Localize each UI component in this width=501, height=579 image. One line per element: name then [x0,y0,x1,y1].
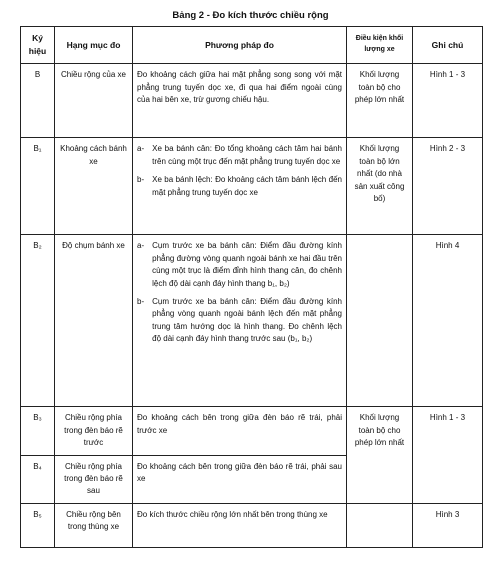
row-item: Chiều rộng của xe [55,64,133,138]
row-code: B₅ [21,503,55,547]
header-row [21,27,483,64]
method-item [137,296,342,346]
row-method: Đo khoảng cách bên trong giữa đèn báo rẽ trái, phải trước xe [133,407,347,455]
table-row [21,138,483,235]
row-code: B [21,64,55,138]
header-ghi-chu: Ghi chú [413,27,483,64]
row-condition-empty [347,503,413,547]
header-phuong-phap: Phương pháp đo [133,27,347,64]
table-row [21,503,483,547]
method-text: Cụm trước xe ba bánh cân: Điểm đầu đường kính phẳng đường vòng quanh ngoài bánh xe hai đầu trên cùng một trục là điểm đỉnh hình thang cân, đo chênh lệch độ dài cạnh đáy hình thang b₁, b₂) [152,241,342,288]
row-item: Độ chụm bánh xe [55,235,133,407]
row-method [133,235,347,407]
table-row [21,407,483,455]
row-condition: Khối lượng toàn bộ cho phép lớn nhất [347,64,413,138]
method-item [137,143,342,168]
row-code: B₃ [21,407,55,455]
method-marker: b- [137,175,145,185]
method-item [137,240,342,290]
row-item: Chiều rộng bên trong thùng xe [55,503,133,547]
table-row [21,64,483,138]
row-item: Chiều rộng phía trong đèn báo rẽ sau [55,455,133,503]
row-note: Hình 1 - 3 [413,407,483,503]
row-method: Đo kích thước chiều rộng lớn nhất bên trong thùng xe [133,503,347,547]
row-note: Hình 3 [413,503,483,547]
row-code: B₁ [21,138,55,235]
header-dieu-kien: Điều kiện khối lượng xe [347,27,413,64]
method-marker: a- [137,144,145,154]
row-method: Đo khoảng cách giữa hai mặt phẳng song song với mặt phẳng trung tuyến dọc xe, đi qua hai điểm ngoài cùng của hai bên xe, trừ gương chiếu hậu. [133,64,347,138]
header-hang-muc: Hạng mục đo [55,27,133,64]
row-code: B₄ [21,455,55,503]
method-item [137,174,342,199]
row-item: Chiều rộng phía trong đèn báo rẽ trước [55,407,133,455]
row-note: Hình 4 [413,235,483,407]
row-note: Hình 2 - 3 [413,138,483,235]
measurement-table [20,26,483,548]
method-marker: b- [137,296,145,306]
row-method [133,138,347,235]
method-text: Cụm trước xe ba bánh cân: Điểm đầu đường kính phẳng vòng quanh ngoài bánh lệch đến mặt phẳng trung tâm hướng dọc là hình thang. Đo chênh lệch độ dài cạnh đáy hình thang trước sau (b₁, b₂) [152,296,342,344]
table-row [21,235,483,407]
method-marker: a- [137,241,145,251]
row-method: Đo khoảng cách bên trong giữa đèn báo rẽ trái, phải sau xe [133,455,347,503]
row-code: B₂ [21,235,55,407]
row-condition-empty [347,235,413,407]
row-item: Khoảng cách bánh xe [55,138,133,235]
method-text: Xe ba bánh lệch: Đo khoảng cách tâm bánh lệch đến mặt phẳng trung tuyến dọc xe [152,175,342,197]
row-condition: Khối lượng toàn bộ cho phép lớn nhất [347,407,413,503]
method-text: Xe ba bánh cân: Đo tổng khoảng cách tâm hai bánh trên cùng một trục đến mặt phẳng trung tuyến dọc xe [152,144,342,166]
row-note: Hình 1 - 3 [413,64,483,138]
table-title: Bảng 2 - Đo kích thước chiều rộng [172,10,329,21]
header-ky-hieu: Ký hiệu [21,27,55,64]
row-condition: Khối lượng toàn bộ lớn nhất (do nhà sản xuất công bố) [347,138,413,235]
